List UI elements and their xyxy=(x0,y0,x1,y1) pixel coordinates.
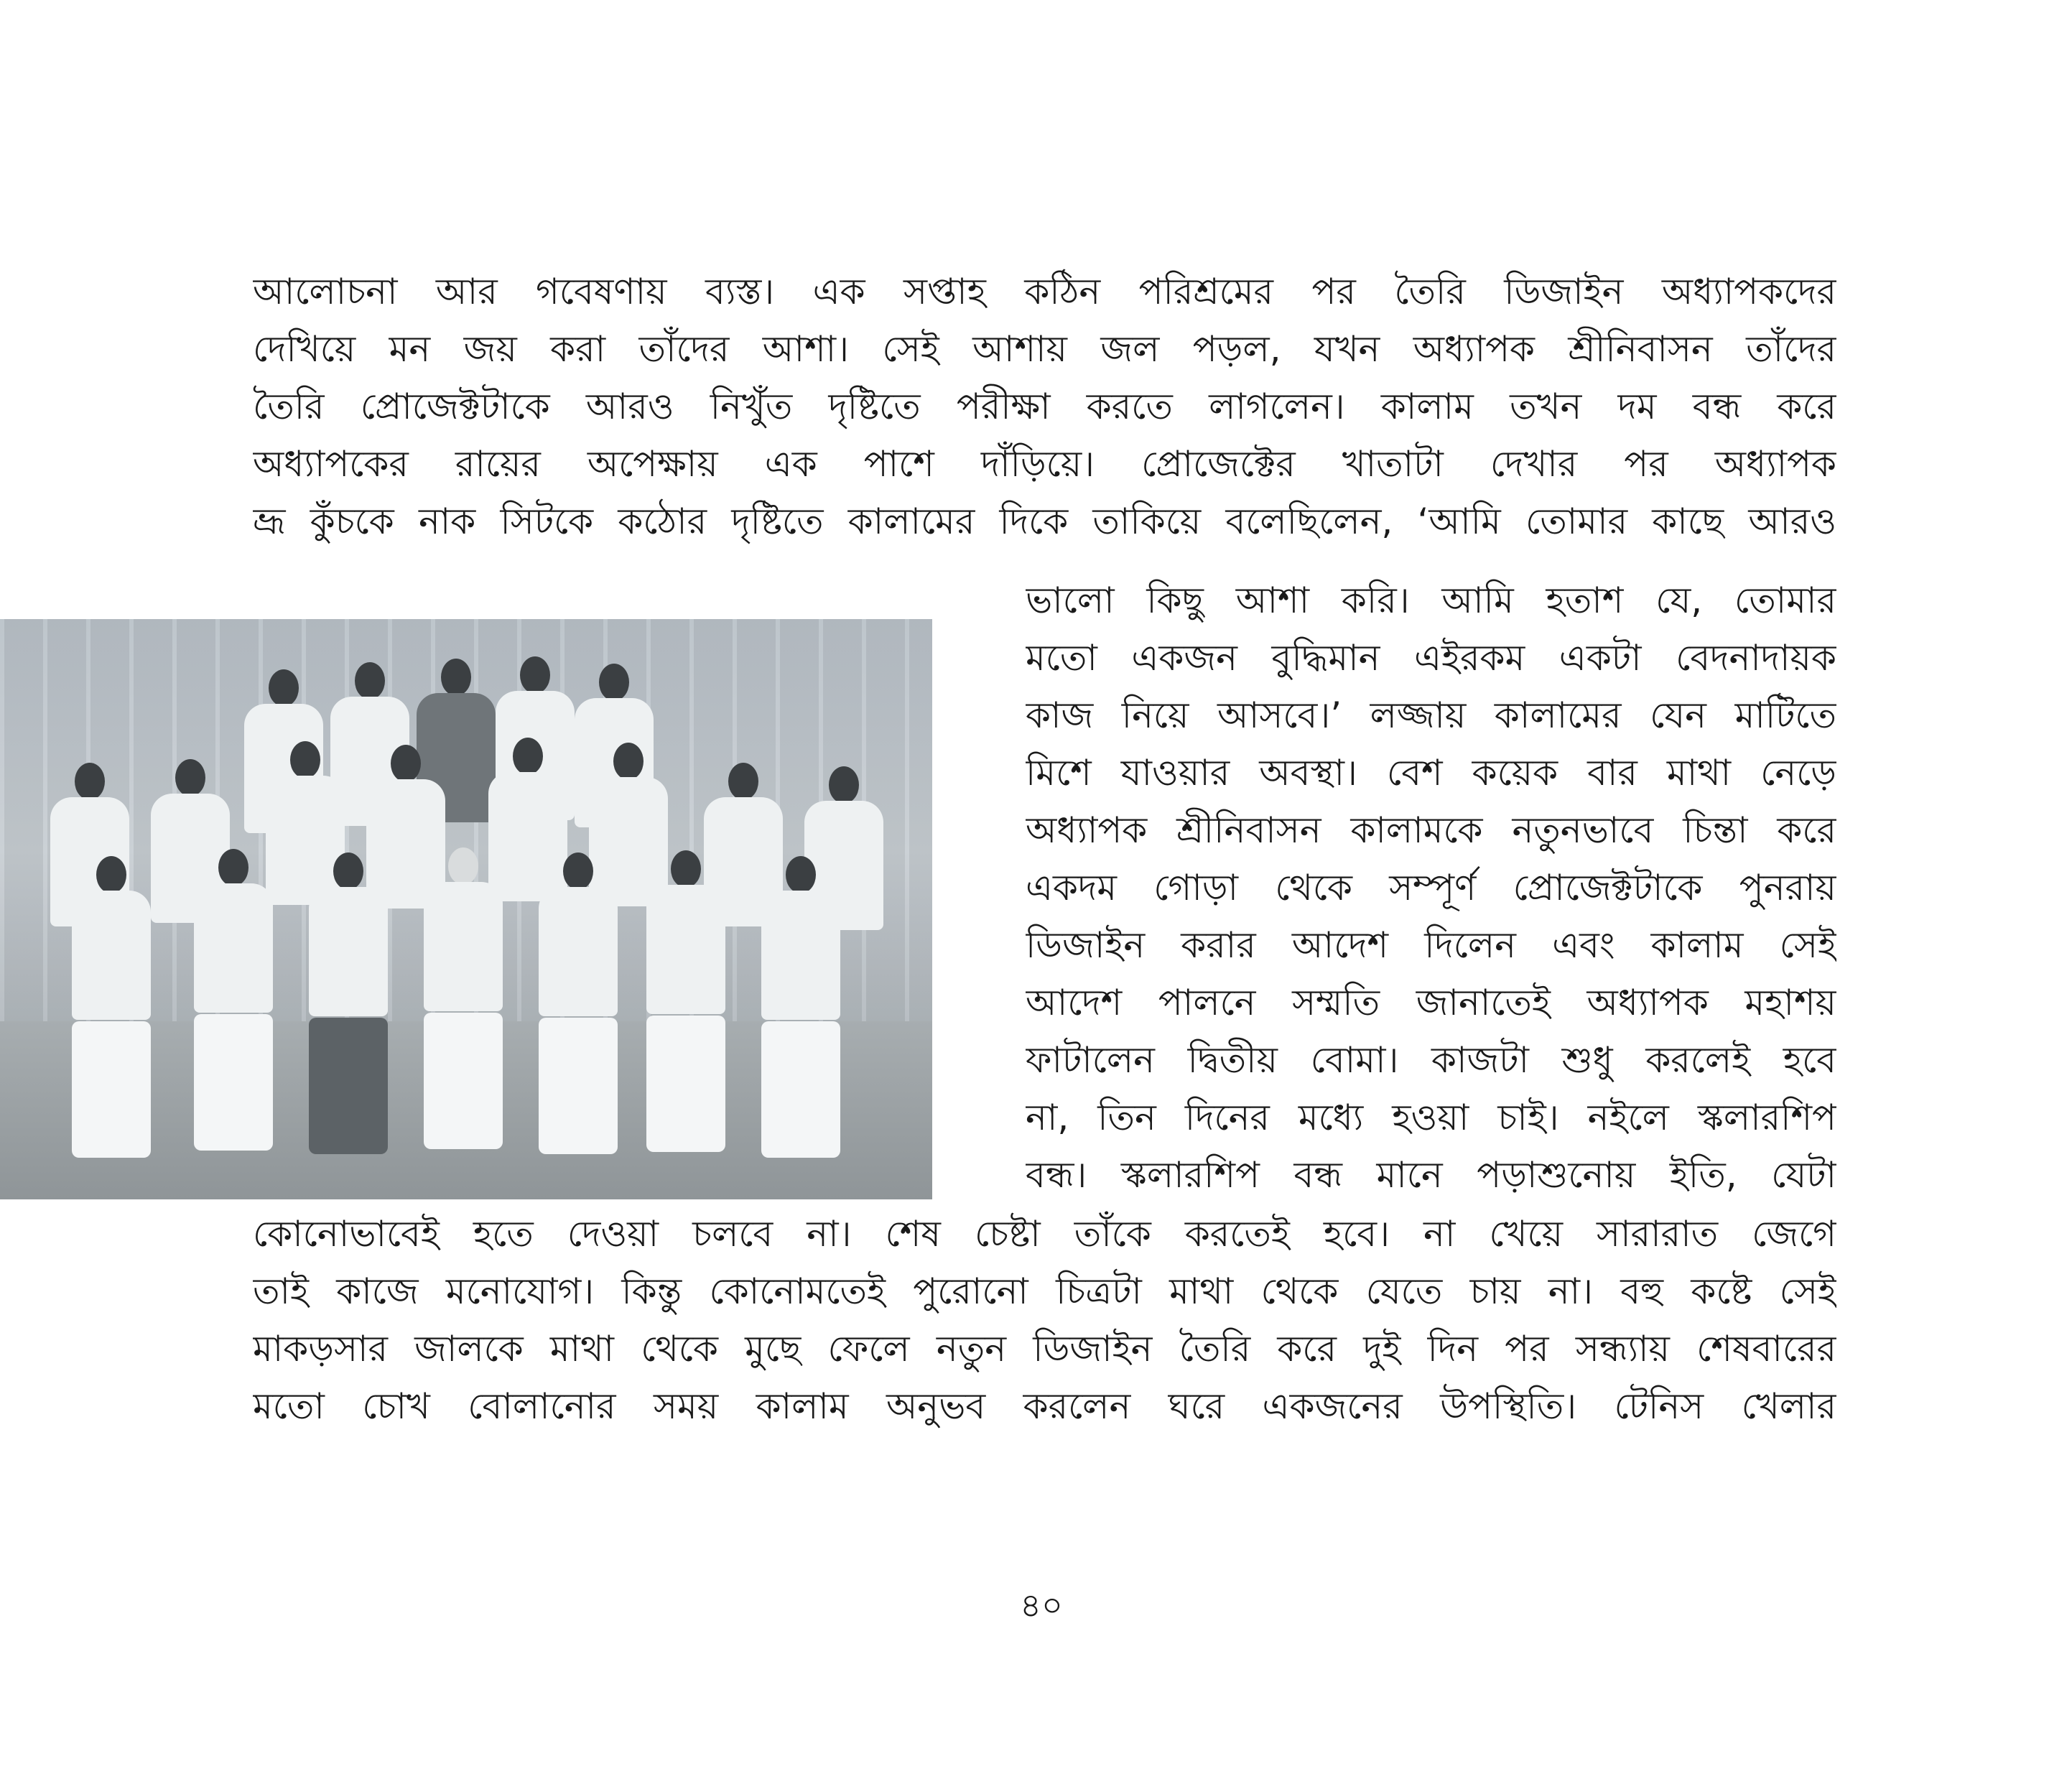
text-line: বন্ধ। স্কলারশিপ বন্ধ মানে পড়াশুনোয় ইতি, যেটা xyxy=(1026,1154,1836,1196)
text-line: ভ্রূ কুঁচকে নাক সিটকে কঠোর দৃষ্টিতে কালামের দিকে তাকিয়ে বলেছিলেন, ‘আমি তোমার কাছে আরও xyxy=(253,501,1836,542)
text-line: ফাটালেন দ্বিতীয় বোমা। কাজটা শুধু করলেই হবে xyxy=(1026,1039,1836,1081)
text-line: কাজ নিয়ে আসবে।’ লজ্জায় কালামের যেন মাটিতে xyxy=(1026,694,1836,736)
text-line: অধ্যাপক শ্রীনিবাসন কালামকে নতুনভাবে চিন্তা করে xyxy=(1026,809,1836,851)
text-line: না, তিন দিনের মধ্যে হওয়া চাই। নইলে স্কলারশিপ xyxy=(1026,1097,1836,1138)
text-line: একদম গোড়া থেকে সম্পূর্ণ প্রোজেক্টটাকে পুনরায় xyxy=(1026,867,1836,909)
text-line: আলোচনা আর গবেষণায় ব্যস্ত। এক সপ্তাহ কঠিন পরিশ্রমের পর তৈরি ডিজাইন অধ্যাপকদের xyxy=(253,271,1836,312)
text-line: তৈরি প্রোজেক্টটাকে আরও নিখুঁত দৃষ্টিতে পরীক্ষা করতে লাগলেন। কালাম তখন দম বন্ধ করে xyxy=(253,386,1836,427)
text-line: কোনোভাবেই হতে দেওয়া চলবে না। শেষ চেষ্টা তাঁকে করতেই হবে। না খেয়ে সারারাত জেগে xyxy=(253,1213,1836,1255)
text-line: মতো চোখ বোলানোর সময় কালাম অনুভব করলেন ঘরে একজনের উপস্থিতি। টেনিস খেলার xyxy=(253,1385,1836,1427)
text-line: ভালো কিছু আশা করি। আমি হতাশ যে, তোমার xyxy=(1026,580,1836,621)
text-line: আদেশ পালনে সম্মতি জানাতেই অধ্যাপক মহাশয় xyxy=(1026,982,1836,1023)
text-line: মিশে যাওয়ার অবস্থা। বেশ কয়েক বার মাথা নেড়ে xyxy=(1026,752,1836,794)
group-photo-icon xyxy=(0,619,932,1199)
page-number: ৪০ xyxy=(1020,1586,1063,1625)
text-line: মাকড়সার জালকে মাথা থেকে মুছে ফেলে নতুন ডিজাইন তৈরি করে দুই দিন পর সন্ধ্যায় শেষবারের xyxy=(253,1328,1836,1370)
text-line: মতো একজন বুদ্ধিমান এইরকম একটা বেদনাদায়ক xyxy=(1026,637,1836,679)
text-line: দেখিয়ে মন জয় করা তাঁদের আশা। সেই আশায় জল পড়ল, যখন অধ্যাপক শ্রীনিবাসন তাঁদের xyxy=(253,328,1836,370)
text-line: তাই কাজে মনোযোগ। কিন্তু কোনোমতেই পুরোনো চিত্রটা মাথা থেকে যেতে চায় না। বহু কষ্টে সেই xyxy=(253,1270,1836,1312)
text-line: ডিজাইন করার আদেশ দিলেন এবং কালাম সেই xyxy=(1026,924,1836,966)
text-line: অধ্যাপকের রায়ের অপেক্ষায় এক পাশে দাঁড়িয়ে। প্রোজেক্টের খাতাটা দেখার পর অধ্যাপক xyxy=(253,443,1836,485)
